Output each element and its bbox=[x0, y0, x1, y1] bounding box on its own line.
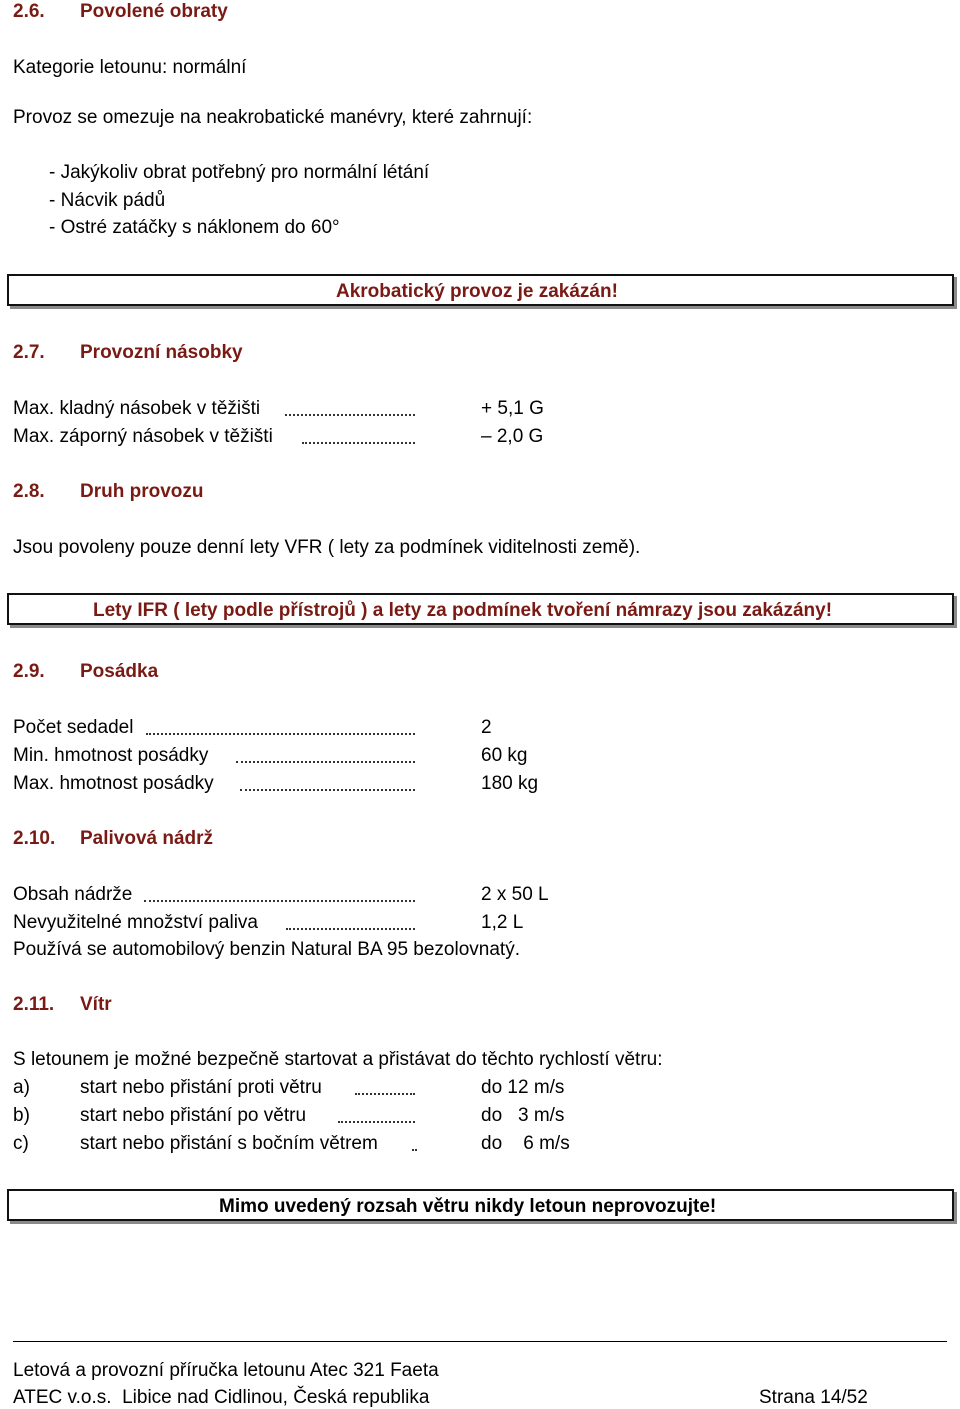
wind-item-marker: c) bbox=[13, 1133, 29, 1154]
crew-value: 60 kg bbox=[481, 745, 528, 766]
section-2-10-heading: 2.10. Palivová nádrž bbox=[13, 828, 214, 849]
leader-dots bbox=[338, 1121, 415, 1123]
crew-label: Min. hmotnost posádky bbox=[13, 745, 209, 766]
operation-intro: Provoz se omezuje na neakrobatické manévry, které zahrnují: bbox=[13, 107, 533, 128]
footer-manual-title: Letová a provozní příručka letounu Atec 321 Faeta bbox=[13, 1360, 439, 1381]
load-factor-value: + 5,1 G bbox=[481, 398, 544, 419]
vfr-text: Jsou povoleny pouze denní lety VFR ( lety za podmínek viditelnosti země). bbox=[13, 537, 641, 558]
warning-text: Akrobatický provoz je zakázán! bbox=[336, 281, 618, 302]
warning-text: Mimo uvedený rozsah větru nikdy letoun neprovozujte! bbox=[219, 1196, 717, 1217]
wind-item-marker: b) bbox=[13, 1105, 30, 1126]
tank-value: 2 x 50 L bbox=[481, 884, 549, 905]
crew-value: 2 bbox=[481, 717, 492, 738]
leader-dots bbox=[146, 733, 415, 735]
crew-value: 180 kg bbox=[481, 773, 539, 794]
tank-label: Obsah nádrže bbox=[13, 884, 133, 905]
section-2-8-heading: 2.8. Druh provozu bbox=[13, 481, 204, 502]
tank-label: Nevyužitelné množství paliva bbox=[13, 912, 258, 933]
crew-label: Počet sedadel bbox=[13, 717, 134, 738]
footer-divider bbox=[13, 1341, 947, 1342]
footer-company: ATEC v.o.s. Libice nad Cidlinou, Česká republika bbox=[13, 1387, 430, 1408]
list-item: - Jakýkoliv obrat potřebný pro normální létání bbox=[49, 162, 430, 183]
leader-dots bbox=[355, 1093, 415, 1095]
warning-text: Lety IFR ( lety podle přístrojů ) a lety za podmínek tvoření námrazy jsou zakázány! bbox=[93, 600, 833, 621]
leader-dots bbox=[285, 414, 415, 416]
leader-dots bbox=[144, 900, 415, 902]
category-text: Kategorie letounu: normální bbox=[13, 57, 247, 78]
wind-label: start nebo přistání s bočním větrem bbox=[80, 1133, 378, 1154]
warning-box-wind bbox=[7, 1189, 954, 1221]
wind-value: do 3 m/s bbox=[481, 1105, 565, 1126]
leader-dots bbox=[302, 442, 415, 444]
section-2-6-heading: 2.6. Povolené obraty bbox=[13, 1, 228, 22]
tank-value: 1,2 L bbox=[481, 912, 524, 933]
wind-label: start nebo přistání proti větru bbox=[80, 1077, 322, 1098]
fuel-text: Používá se automobilový benzin Natural BA 95 bezolovnatý. bbox=[13, 939, 520, 960]
wind-value: do 6 m/s bbox=[481, 1133, 570, 1154]
leader-dots bbox=[236, 761, 415, 763]
list-item: - Nácvik pádů bbox=[49, 190, 166, 211]
warning-box-acrobatic bbox=[7, 274, 954, 306]
load-factor-label: Max. záporný násobek v těžišti bbox=[13, 426, 273, 447]
crew-label: Max. hmotnost posádky bbox=[13, 773, 214, 794]
wind-label: start nebo přistání po větru bbox=[80, 1105, 307, 1126]
wind-intro: S letounem je možné bezpečně startovat a přistávat do těchto rychlostí větru: bbox=[13, 1049, 663, 1070]
wind-value: do 12 m/s bbox=[481, 1077, 565, 1098]
section-2-9-heading: 2.9. Posádka bbox=[13, 661, 159, 682]
warning-box-ifr bbox=[7, 593, 954, 625]
leader-dots bbox=[240, 789, 415, 791]
leader-dots bbox=[286, 928, 415, 930]
load-factor-value: – 2,0 G bbox=[481, 426, 544, 447]
load-factor-label: Max. kladný násobek v těžišti bbox=[13, 398, 261, 419]
footer-page-number: Strana 14/52 bbox=[759, 1387, 868, 1408]
list-item: - Ostré zatáčky s náklonem do 60° bbox=[49, 217, 340, 238]
section-2-7-heading: 2.7. Provozní násobky bbox=[13, 342, 243, 363]
section-2-11-heading: 2.11. Vítr bbox=[13, 994, 112, 1015]
wind-item-marker: a) bbox=[13, 1077, 30, 1098]
leader-dots bbox=[412, 1149, 415, 1151]
